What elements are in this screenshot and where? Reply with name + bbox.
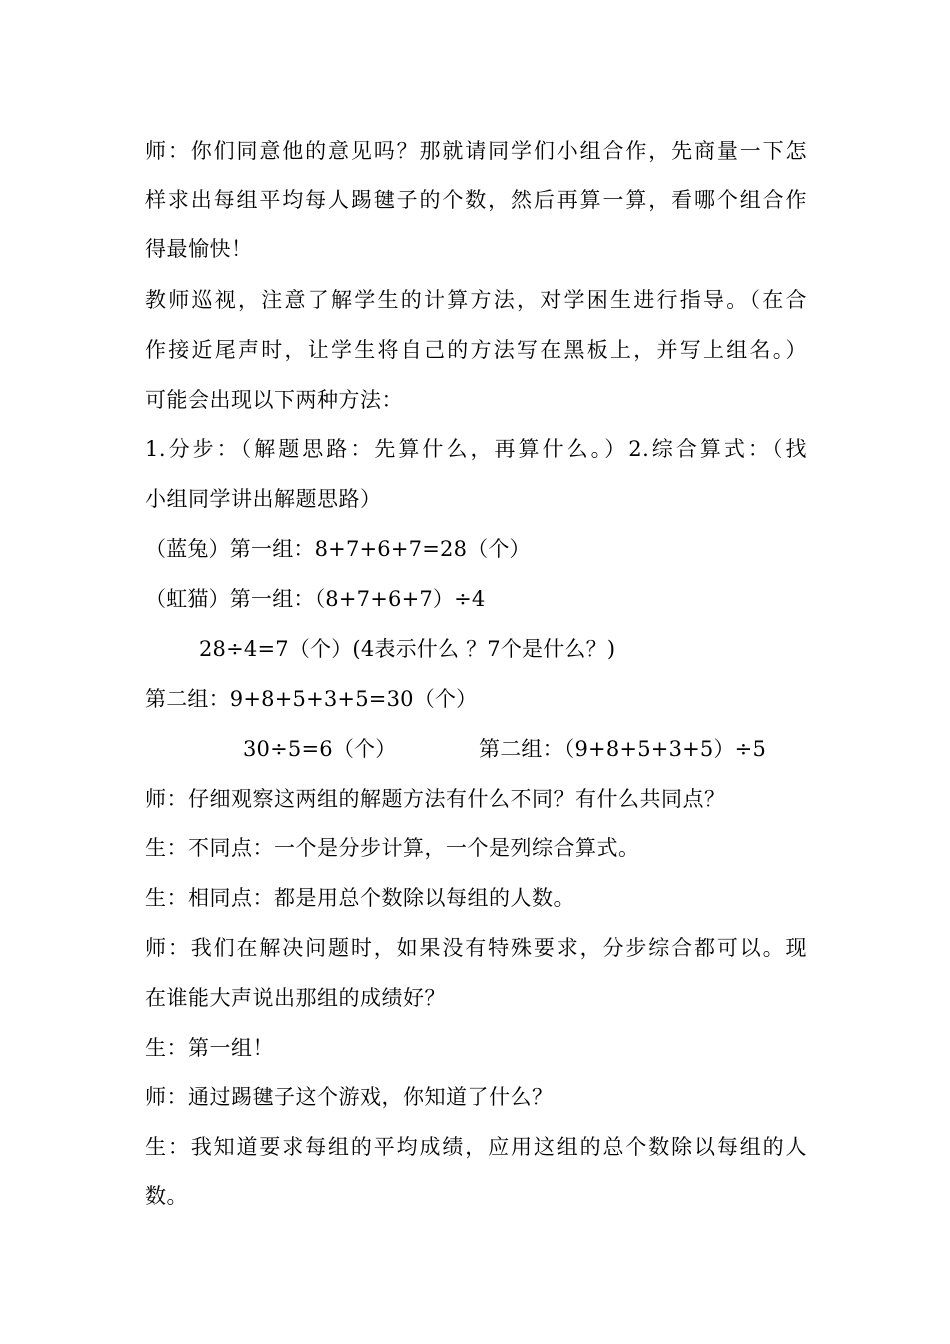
text-line: 生：不同点：一个是分步计算，一个是列综合算式。 xyxy=(145,836,640,860)
text-line: 样求出每组平均每人踢毽子的个数，然后再算一算，看哪个组合作 xyxy=(145,188,807,212)
text-line: 师：你们同意他的意见吗？那就请同学们小组合作，先商量一下怎 xyxy=(145,139,807,163)
text-line: 28÷4=7（个）(4表示什么 ？7个是什么？) xyxy=(199,637,616,661)
text-line: 在谁能大声说出那组的成绩好？ xyxy=(145,986,446,1010)
text-line: 数。 xyxy=(145,1184,188,1208)
text-line: 生：第一组！ xyxy=(145,1036,274,1060)
text-line: 生：我知道要求每组的平均成绩，应用这组的总个数除以每组的人 xyxy=(145,1135,807,1159)
text-line: （蓝兔）第一组：8+7+6+7=28（个） xyxy=(145,537,531,561)
text-line: 得最愉快！ xyxy=(145,237,253,261)
text-line: 作接近尾声时，让学生将自己的方法写在黑板上，并写上组名。） xyxy=(145,338,807,362)
text-line: 师：通过踢毽子这个游戏，你知道了什么？ xyxy=(145,1085,554,1109)
text-line: 可能会出现以下两种方法： xyxy=(145,388,403,412)
text-line: 教师巡视，注意了解学生的计算方法，对学困生进行指导。（在合 xyxy=(145,288,807,312)
text-line: 师：仔细观察这两组的解题方法有什么不同？有什么共同点？ xyxy=(145,787,726,811)
text-line: 1.分步：（解题思路：先算什么，再算什么。）2.综合算式：（找 xyxy=(145,437,807,461)
text-line: 第二组：（9+8+5+3+5）÷5 xyxy=(479,737,767,761)
text-line: （虹猫）第一组：（8+7+6+7）÷4 xyxy=(145,587,486,611)
text-line: 第二组：9+8+5+3+5=30（个） xyxy=(145,687,478,711)
text-line: 30÷5=6（个） xyxy=(243,737,397,761)
text-line: 生：相同点：都是用总个数除以每组的人数。 xyxy=(145,886,575,910)
text-line: 师：我们在解决问题时，如果没有特殊要求，分步综合都可以。现 xyxy=(145,936,807,960)
text-line: 小组同学讲出解题思路） xyxy=(145,487,382,511)
